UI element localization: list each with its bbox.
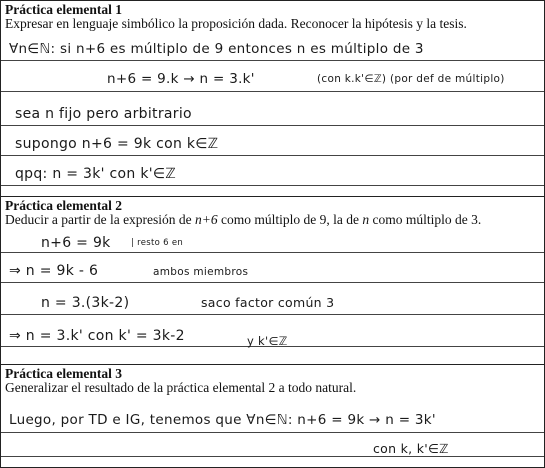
notebook-rule: [1, 91, 544, 92]
handwritten-line: n+6 = 9k: [41, 235, 111, 251]
handwritten-line: con k, k'∈ℤ: [373, 441, 449, 456]
notebook-rule: [1, 125, 544, 126]
section-instruction: Expresar en lenguaje simbólico la proposición dada. Reconocer la hipótesis y la tesis.: [5, 16, 467, 31]
practice-section-2: [1, 197, 544, 365]
handwritten-note: | resto 6 en: [131, 238, 184, 248]
notebook-rule: [1, 282, 544, 283]
notebook-rule: [1, 314, 544, 315]
notebook-rule: [1, 155, 544, 156]
notebook-rule: [1, 60, 544, 61]
section-title: Práctica elemental 3: [5, 366, 122, 381]
practice-section-3: [1, 365, 544, 467]
handwritten-line: ⇒ n = 9k - 6: [9, 263, 99, 279]
handwritten-note: ambos miembros: [153, 266, 249, 278]
handwritten-line: n = 3.(3k-2): [41, 295, 130, 311]
practice-section-1: [1, 1, 544, 197]
section-instruction: Generalizar el resultado de la práctica elemental 2 a todo natural.: [5, 380, 357, 395]
notebook-rule: [1, 185, 544, 186]
handwritten-notebook: [1, 34, 544, 197]
handwritten-line: supongo n+6 = 9k con k∈ℤ: [15, 136, 219, 152]
section-title: Práctica elemental 1: [5, 2, 122, 17]
notebook-rule: [1, 456, 544, 457]
handwritten-line: ⇒ n = 3.k' con k' = 3k-2: [9, 328, 185, 344]
handwritten-line: sea n fijo pero arbitrario: [15, 106, 192, 122]
handwritten-line: y k'∈ℤ: [247, 334, 288, 348]
handwritten-note: saco factor común 3: [201, 295, 335, 310]
section-title: Práctica elemental 2: [5, 198, 122, 213]
handwritten-line: qpq: n = 3k' con k'∈ℤ: [15, 166, 177, 182]
section-instruction: Deducir a partir de la expresión de n+6 como múltiplo de 9, la de n como múltiplo de 3.: [5, 212, 482, 227]
handwritten-notebook: [1, 398, 544, 467]
handwritten-line: (con k.k'∈ℤ) (por def de múltiplo): [317, 73, 505, 85]
handwritten-line: ∀n∈ℕ: si n+6 es múltiplo de 9 entonces n es múltiplo de 3: [9, 41, 424, 57]
handwritten-line: n+6 = 9.k → n = 3.k': [107, 71, 255, 87]
handwritten-notebook: [1, 230, 544, 365]
handwritten-line: Luego, por TD e IG, tenemos que ∀n∈ℕ: n+6 = 9k → n = 3k': [9, 412, 436, 428]
notebook-rule: [1, 432, 544, 433]
notebook-rule: [1, 252, 544, 253]
